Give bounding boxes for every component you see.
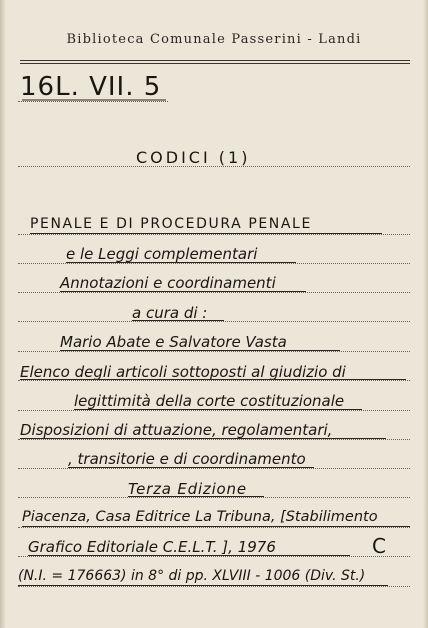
entry-line-8: Disposizioni di attuazione, regolamentari, (20, 421, 333, 439)
entry-line-5: Mario Abate e Salvatore Vasta (60, 333, 287, 351)
entry-line-3: Annotazioni e coordinamenti (60, 274, 276, 292)
mark-c: C (372, 534, 386, 558)
entry-line-11: Piacenza, Casa Editrice La Tribuna, [Stabilimento (22, 509, 378, 525)
title-main: CODICI (1) (136, 148, 251, 167)
entry-line-7: legittimità della corte costituzionale (74, 392, 345, 410)
entry-line-12: Grafico Editoriale C.E.L.T. ], 1976 (28, 538, 276, 556)
entry-line-9: , transitorie e di coordinamento (68, 450, 306, 468)
library-header: Biblioteca Comunale Passerini - Landi (66, 32, 362, 47)
entry-line-6: Elenco degli articoli sottoposti al giudizio di (20, 363, 346, 381)
entry-line-13: (N.I. = 176663) in 8° di pp. XLVIII - 1006 (Div. St.) (18, 568, 366, 584)
entry-line-10: Terza Edizione (128, 480, 247, 498)
shelfmark: 16L. VII. 5 (20, 72, 162, 102)
entry-line-1: PENALE E DI PROCEDURA PENALE (30, 216, 312, 232)
entry-line-2: e le Leggi complementari (66, 245, 258, 263)
entry-line-4: a cura di : (132, 304, 208, 322)
